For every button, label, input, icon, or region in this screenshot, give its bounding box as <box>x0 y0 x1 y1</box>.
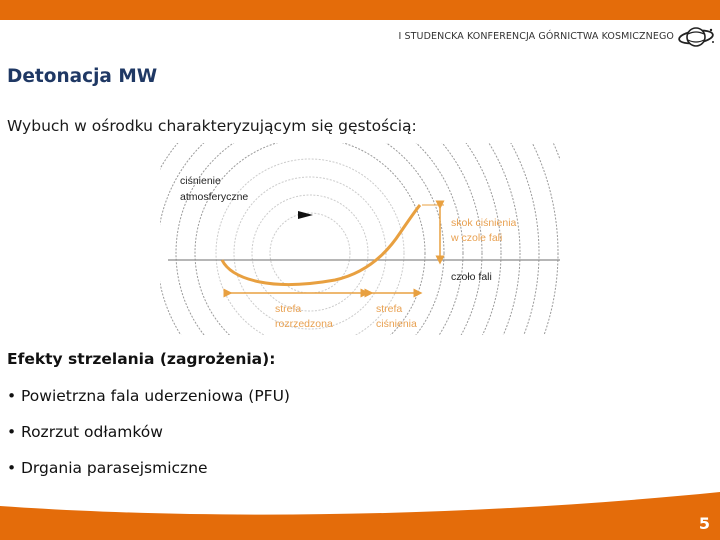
shock-wave-diagram <box>160 143 560 335</box>
page-number: 5 <box>698 514 710 533</box>
conference-name: I STUDENCKA KONFERENCJA GÓRNICTWA KOSMICZNEGO <box>398 31 674 42</box>
bullet-icon: • <box>7 423 17 441</box>
slide-subtitle: Wybuch w ośrodku charakteryzującym się gęstością: <box>7 117 417 135</box>
label-rarefaction-zone-2: rozrzedzona <box>275 318 333 330</box>
label-pressure-zone: strefa <box>376 303 403 315</box>
slide-title: Detonacja MW <box>7 66 158 87</box>
top-accent-bar <box>0 0 720 20</box>
effects-list <box>7 386 290 494</box>
wave-arc <box>234 177 386 329</box>
propagation-direction-icon <box>298 211 313 219</box>
bottom-accent-bar <box>0 490 720 540</box>
list-item: • Drgania parasejsmiczne <box>7 459 208 477</box>
planet-logo-icon <box>678 24 716 50</box>
label-rarefaction-zone: strefa <box>275 303 302 315</box>
bullet-icon: • <box>7 459 17 477</box>
label-pressure-jump-2: w czole fali <box>451 232 503 244</box>
label-pressure-jump: skok ciśnienia <box>451 217 517 229</box>
label-atmospheric-pressure: ciśnienie <box>180 175 221 187</box>
bullet-icon: • <box>7 387 17 405</box>
label-wave-front: czoło fali <box>451 271 492 283</box>
pressure-profile-curve <box>222 205 420 285</box>
wave-arc <box>160 143 501 335</box>
wave-arc <box>176 143 444 335</box>
wave-arc <box>160 143 463 335</box>
label-atmospheric-pressure-2: atmosferyczne <box>180 191 249 203</box>
effects-heading: Efekty strzelania (zagrożenia): <box>7 350 276 368</box>
list-item: • Rozrzut odłamków <box>7 423 163 441</box>
label-pressure-zone-2: ciśnienia <box>376 318 417 330</box>
list-item: • Powietrzna fala uderzeniowa (PFU) <box>7 387 290 405</box>
wave-arc <box>270 213 350 293</box>
